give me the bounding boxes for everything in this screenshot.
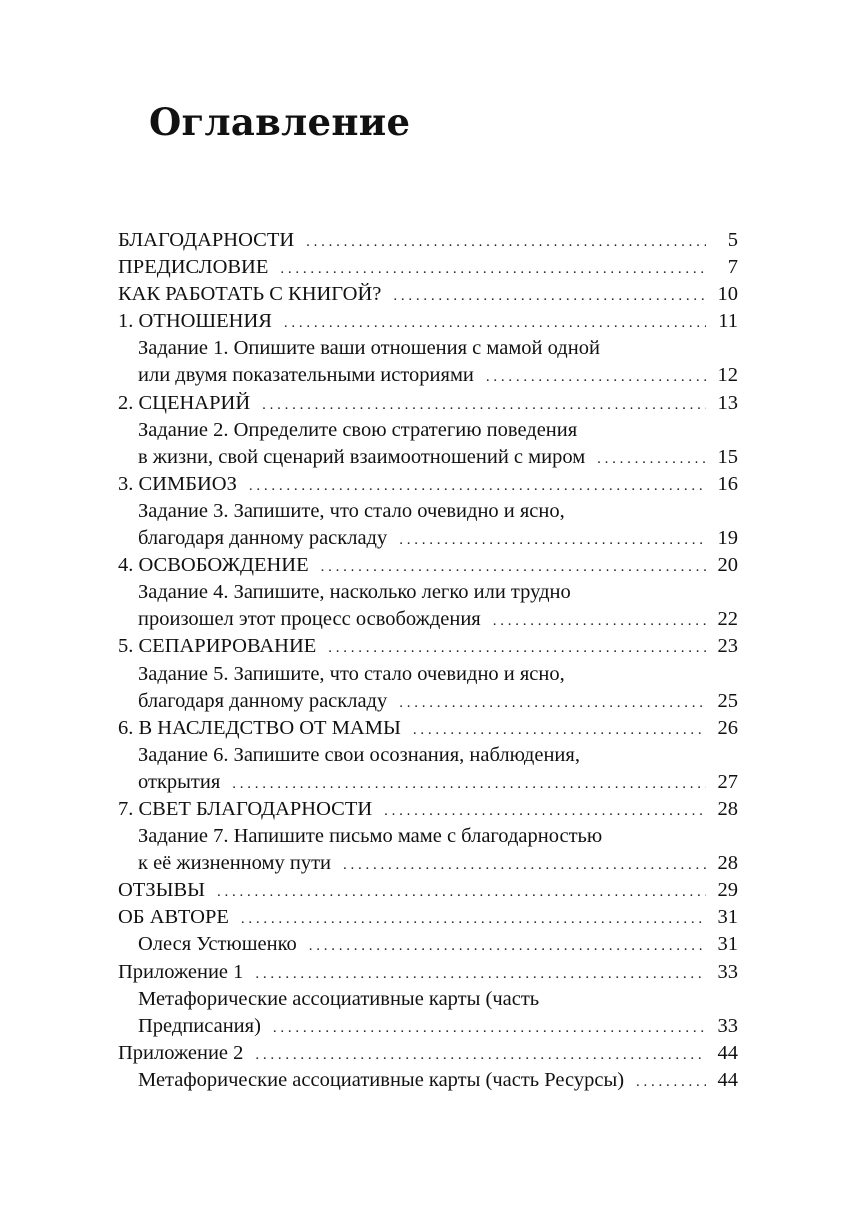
toc-page-number: 33 [717,1014,738,1037]
toc-page-number: 16 [717,472,738,495]
toc-subentry [118,525,738,552]
toc-entry-title: Олеся Устюшенко [138,933,297,956]
toc-page-number: 27 [717,770,738,793]
toc-entry-title: к её жизненному пути [138,852,332,875]
toc-entry [118,552,738,579]
toc-entry [118,308,738,335]
toc-entry-title: ПРЕДИСЛОВИЕ [118,256,269,279]
toc-entry-title: Задание 5. Запишите, что стало очевидно и ясно, [138,662,565,685]
toc-entry [118,254,738,281]
toc-entry [118,796,738,823]
toc-subentry [118,769,738,796]
toc-entry [118,633,738,660]
toc-page-number: 15 [717,445,738,468]
dot-leader [328,635,706,662]
toc-entry-title: произошел этот процесс освобождения [138,608,481,631]
dot-leader [232,771,706,798]
toc-entry-title: ОТЗЫВЫ [118,879,206,902]
toc-page-number: 7 [727,256,738,279]
toc-subentry [118,417,738,444]
toc-entry-title: Предписания) [138,1014,261,1037]
toc-entry-title: Задание 4. Запишите, насколько легко или трудно [138,581,571,604]
toc-entry-title: Задание 6. Запишите свои осознания, наблюдения, [138,743,580,766]
toc-page-number: 19 [717,527,738,550]
toc-entry-title: Задание 1. Опишите ваши отношения с мамой одной [138,337,600,360]
toc-page-number: 26 [717,716,738,739]
toc-subentry [118,444,738,471]
toc-entry [118,877,738,904]
toc-entry-title: ОБ АВТОРЕ [118,906,229,929]
dot-leader [249,473,706,500]
toc-entry-title: 3. СИМБИОЗ [118,472,237,495]
toc-entry-title: 1. ОТНОШЕНИЯ [118,310,272,333]
toc-subentry [118,823,738,850]
toc-subentry [118,335,738,362]
toc-page-number: 22 [717,608,738,631]
toc-subentry [118,579,738,606]
toc-entry-title: 2. СЦЕНАРИЙ [118,391,251,414]
dot-leader [384,798,706,825]
toc-subentry [118,1067,738,1094]
toc-page-number: 20 [717,554,738,577]
toc-page-number: 10 [717,283,738,306]
toc-page-number: 25 [717,689,738,712]
toc-page-number: 11 [718,310,738,333]
toc-subentry [118,1013,738,1040]
dot-leader [399,690,706,717]
toc-page-number: 44 [717,1041,738,1064]
toc-entry-title: Приложение 1 [118,960,244,983]
dot-leader [343,852,706,879]
toc-entry-title: Задание 7. Напишите письмо маме с благодарностью [138,825,603,848]
toc-entry-title: Метафорические ассоциативные карты (часть Ресурсы) [138,1068,625,1091]
dot-leader [413,717,706,744]
toc-entry [118,904,738,931]
toc-page-number: 28 [717,797,738,820]
toc-entry-title: благодаря данному раскладу [138,689,388,712]
toc-page-number: 28 [717,852,738,875]
toc-entry-title: 5. СЕПАРИРОВАНИЕ [118,635,317,658]
page-title: Оглавление [149,100,411,144]
toc-entry-title: благодаря данному раскладу [138,527,388,550]
toc-entry-title: Приложение 2 [118,1041,244,1064]
toc-entry [118,227,738,254]
toc-subentry [118,742,738,769]
toc-subentry [118,606,738,633]
toc-subentry [118,661,738,688]
toc-entry-title: Метафорические ассоциативные карты (часть [138,987,540,1010]
toc-entry [118,1040,738,1067]
dot-leader [306,229,706,256]
toc-page-number: 31 [717,933,738,956]
toc-subentry [118,498,738,525]
toc-subentry [118,986,738,1013]
dot-leader [399,527,706,554]
toc-entry-title: 7. СВЕТ БЛАГОДАРНОСТИ [118,797,373,820]
toc-entry [118,471,738,498]
dot-leader [597,446,706,473]
toc-entry-title: БЛАГОДАРНОСТИ [118,229,295,251]
dot-leader [217,879,706,906]
dot-leader [273,1015,706,1042]
dot-leader [486,364,706,391]
toc-page-number: 29 [717,879,738,902]
table-of-contents [118,227,738,1094]
toc-subentry [118,931,738,958]
toc-entry-title: КАК РАБОТАТЬ С КНИГОЙ? [118,283,382,306]
toc-subentry [118,688,738,715]
dot-leader [309,933,706,960]
dot-leader [255,961,706,988]
toc-page-number: 44 [717,1068,738,1091]
dot-leader [241,906,706,933]
toc-entry-title: 4. ОСВОБОЖДЕНИЕ [118,554,309,577]
dot-leader [636,1069,706,1096]
dot-leader [262,392,706,419]
toc-entry [118,281,738,308]
toc-subentry [118,850,738,877]
toc-entry-title: Задание 2. Определите свою стратегию поведения [138,418,578,441]
toc-page-number: 12 [717,364,738,387]
dot-leader [255,1042,706,1069]
toc-page-number: 13 [717,391,738,414]
toc-entry [118,959,738,986]
toc-page-number: 31 [717,906,738,929]
toc-entry [118,715,738,742]
toc-subentry [118,362,738,389]
dot-leader [321,554,706,581]
dot-leader [393,283,706,310]
dot-leader [493,608,706,635]
toc-entry-title: в жизни, свой сценарий взаимоотношений с миром [138,445,586,468]
toc-page-number: 23 [717,635,738,658]
toc-page-number: 5 [727,229,738,251]
toc-entry [118,390,738,417]
dot-leader [284,310,706,337]
toc-entry-title: 6. В НАСЛЕДСТВО ОТ МАМЫ [118,716,401,739]
toc-entry-title: открытия [138,770,221,793]
toc-entry-title: Задание 3. Запишите, что стало очевидно и ясно, [138,499,565,522]
toc-entry-title: или двумя показательными историями [138,364,474,387]
dot-leader [280,256,706,283]
toc-page-number: 33 [717,960,738,983]
